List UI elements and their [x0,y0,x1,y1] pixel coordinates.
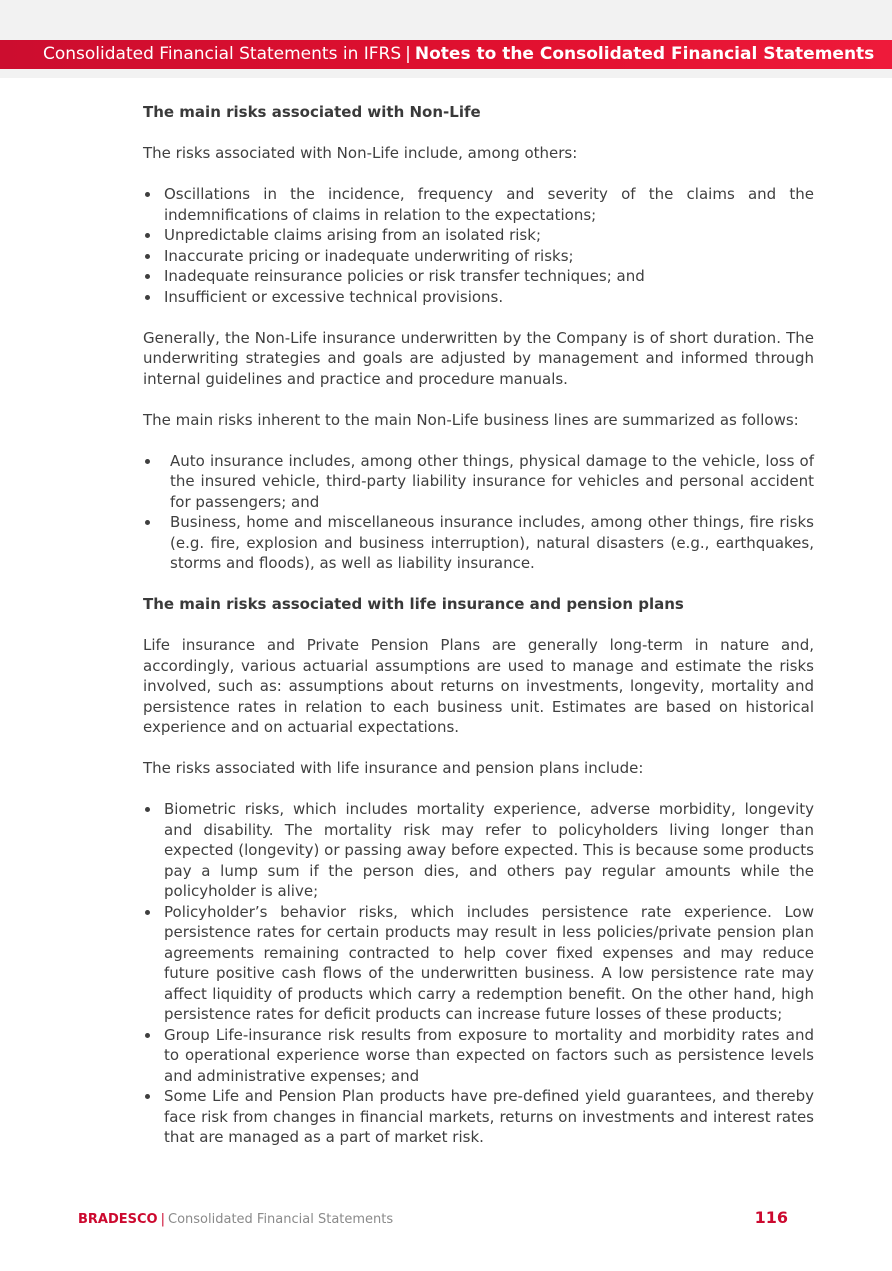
list-item: Business, home and miscellaneous insurance includes, among other things, fire risks (e.g. fire, explosion and business interruption), natural disasters (e.g., earthquakes, storms and floods), as well as liability insurance. [143,512,814,574]
header-separator: | [405,44,411,64]
nonlife-lines-list [143,451,814,574]
list-item: Inaccurate pricing or inadequate underwriting of risks; [143,246,814,267]
nonlife-general-paragraph: Generally, the Non-Life insurance underwritten by the Company is of short duration. The underwriting strategies and goals are adjusted by management and informed through internal guidelines and practice and procedure manuals. [143,328,814,388]
nonlife-intro: The risks associated with Non-Life include, among others: [143,144,578,162]
life-heading: The main risks associated with life insurance and pension plans [143,595,684,613]
header-section-title: Consolidated Financial Statements in IFRS [43,44,402,64]
page-number: 116 [754,1208,788,1227]
list-item: Biometric risks, which includes mortality experience, adverse morbidity, longevity and disability. The mortality risk may refer to policyholders living longer than expected (longevity) or passing away before expected. This is because some products pay a lump sum if the person dies, and others pay regular amounts while the policyholder is alive; [143,799,814,902]
nonlife-lines-intro: The main risks inherent to the main Non-Life business lines are summarized as follows: [143,410,799,429]
top-margin [0,0,892,40]
list-item: Some Life and Pension Plan products have pre-defined yield guarantees, and thereby face risk from changes in financial markets, returns on investments and interest rates that are managed as a part of market risk. [143,1086,814,1148]
list-item: Unpredictable claims arising from an isolated risk; [143,225,814,246]
nonlife-risk-list [143,184,814,307]
list-item: Auto insurance includes, among other things, physical damage to the vehicle, loss of the insured vehicle, third-party liability insurance for vehicles and personal accident for passengers; and [143,451,814,513]
nonlife-heading: The main risks associated with Non-Life [143,103,481,121]
footer-separator: | [160,1212,165,1227]
list-item: Group Life-insurance risk results from exposure to mortality and morbidity rates and to operational experience worse than expected on factors such as persistence levels and administrative expenses; and [143,1025,814,1087]
life-paragraph: Life insurance and Private Pension Plans are generally long-term in nature and, accordingly, various actuarial assumptions are used to manage and estimate the risks involved, such as: assumptions about returns on investments, longevity, mortality and persistence rates in relation to each business unit. Estimates are based on historical experience and on actuarial expectations. [143,636,814,736]
header-chapter-title: Notes to the Consolidated Financial Statements [414,44,875,64]
life-intro: The risks associated with life insurance and pension plans include: [143,759,644,777]
header-underband [0,69,892,78]
footer-brand: BRADESCO [78,1212,158,1227]
page-body [143,102,814,1148]
list-item: Inadequate reinsurance policies or risk transfer techniques; and [143,266,814,287]
list-item: Insufficient or excessive technical provisions. [143,287,814,308]
list-item: Policyholder’s behavior risks, which includes persistence rate experience. Low persistence rates for certain products may result in less policies/private pension plan agreements remaining contracted to help cover fixed expenses and may reduce future positive cash flows of the underwritten business. A low persistence rate may affect liquidity of products which carry a redemption benefit. On the other hand, high persistence rates for deficit products can increase future losses of these products; [143,902,814,1025]
page-footer [78,1210,788,1230]
page-header [0,40,892,69]
footer-doc-title: Consolidated Financial Statements [168,1212,394,1227]
list-item: Oscillations in the incidence, frequency and severity of the claims and the indemnifications of claims in relation to the expectations; [143,184,814,225]
life-risk-list [143,799,814,1148]
